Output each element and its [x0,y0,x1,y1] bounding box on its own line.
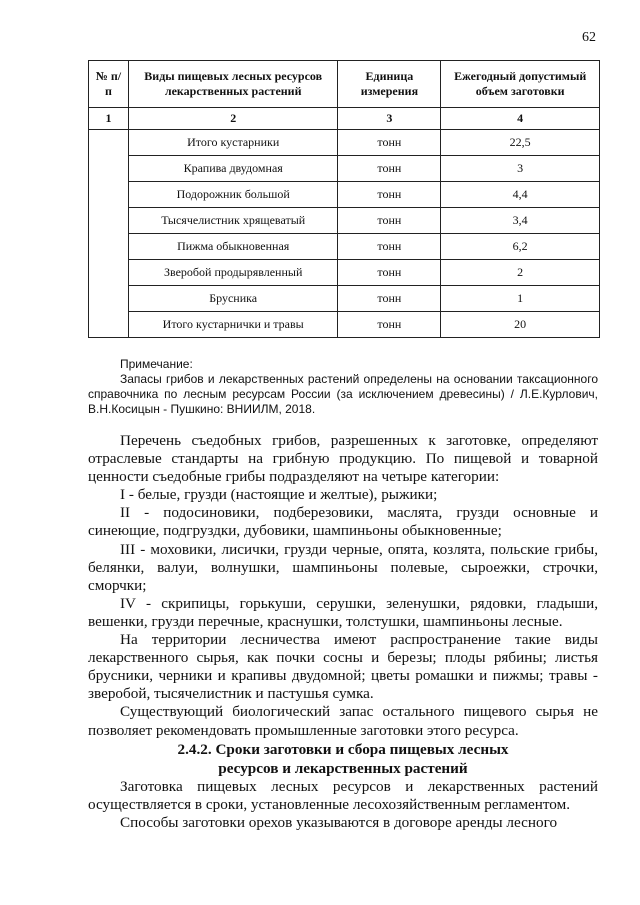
page-number: 62 [582,30,596,45]
paragraph: На территории лесничества имеют распространение такие виды лекарственного сырья, как почки сосны и березы; плоды рябины; листья брусники, черники и крапивы двудомной; цветы ромашки и пижмы; травы - зверобой, тысячелистник и пастушья сумка. [88,631,598,703]
section-text [88,778,598,832]
paragraph: IV - скрипицы, горькуши, серушки, зеленушки, рядовки, гладыши, вешенки, грузди перечные, краснушки, толстушки, шампиньоны лесные. [88,594,598,630]
resource-name: Крапива двудомная [128,156,338,182]
header-unit: Единица измерения [338,61,441,108]
volume-cell: 2 [441,260,600,286]
resource-name: Подорожник большой [128,182,338,208]
column-number: 2 [128,108,338,130]
note-title: Примечание: [120,357,193,371]
resource-name: Зверобой продырявленный [128,260,338,286]
column-number: 3 [338,108,441,130]
unit-cell: тонн [338,260,441,286]
row-number-cell [89,130,129,338]
volume-cell: 4,4 [441,182,600,208]
unit-cell: тонн [338,312,441,338]
resource-name: Тысячелистник хрящеватый [128,208,338,234]
volume-cell: 3 [441,156,600,182]
paragraph: Перечень съедобных грибов, разрешенных к заготовке, определяют отраслевые стандарты на грибную продукцию. По пищевой и товарной ценности съедобные грибы подразделяют на четыре категории: [88,432,598,486]
paragraph: II - подосиновики, подберезовики, маслята, грузди основные и синеющие, подгруздки, дубовики, шампиньоны обыкновенные; [88,504,598,540]
paragraph: Существующий биологический запас остального пищевого сырья не позволяет рекомендовать промышленные заготовки этого ресурса. [88,703,598,739]
volume-cell: 3,4 [441,208,600,234]
volume-cell: 20 [441,312,600,338]
header-number: № п/п [89,61,129,108]
column-numbering-row [89,108,600,130]
resources-table [88,60,600,338]
column-number: 1 [89,108,129,130]
section-heading-line: 2.4.2. Сроки заготовки и сбора пищевых лесных [177,741,509,758]
paragraph: Способы заготовки орехов указываются в договоре аренды лесного [120,814,558,832]
resource-name: Итого кустарнички и травы [128,312,338,338]
table-row [89,286,600,312]
section-heading [88,741,598,778]
paragraph: Заготовка пищевых лесных ресурсов и лекарственных растений осуществляется в сроки, установленные лесохозяйственным регламентом. [88,778,598,814]
body-text [88,432,598,740]
table-header-row [89,61,600,108]
table-row [89,208,600,234]
volume-cell: 22,5 [441,130,600,156]
table-row [89,312,600,338]
table-row [89,156,600,182]
column-number: 4 [441,108,600,130]
resource-name: Пижма обыкновенная [128,234,338,260]
table-row [89,234,600,260]
section-heading-line: ресурсов и лекарственных растений [218,759,468,777]
volume-cell: 6,2 [441,234,600,260]
unit-cell: тонн [338,182,441,208]
unit-cell: тонн [338,286,441,312]
paragraph: I - белые, грузди (настоящие и желтые), рыжики; [120,486,438,504]
unit-cell: тонн [338,156,441,182]
volume-cell: 1 [441,286,600,312]
resource-name: Итого кустарники [128,130,338,156]
header-annual-volume: Ежегодный допустимый объем заготовки [441,61,600,108]
table-note [88,357,598,417]
table-row [89,130,600,156]
resource-name: Брусника [128,286,338,312]
header-resource-type: Виды пищевых лесных ресурсов лекарственных растений [128,61,338,108]
table-row [89,260,600,286]
paragraph: III - моховики, лисички, грузди черные, опята, козлята, польские грибы, белянки, валуи, волнушки, шампиньоны полевые, сыроежки, строчки, сморчки; [88,540,598,594]
unit-cell: тонн [338,130,441,156]
table-row [89,182,600,208]
note-body: Запасы грибов и лекарственных растений определены на основании таксационного справочника по лесным ресурсам России (за исключением древесины) / Л.Е.Курлович, В.Н.Косицын - Пушкино: ВНИИЛМ, 2018. [88,372,598,416]
unit-cell: тонн [338,234,441,260]
unit-cell: тонн [338,208,441,234]
